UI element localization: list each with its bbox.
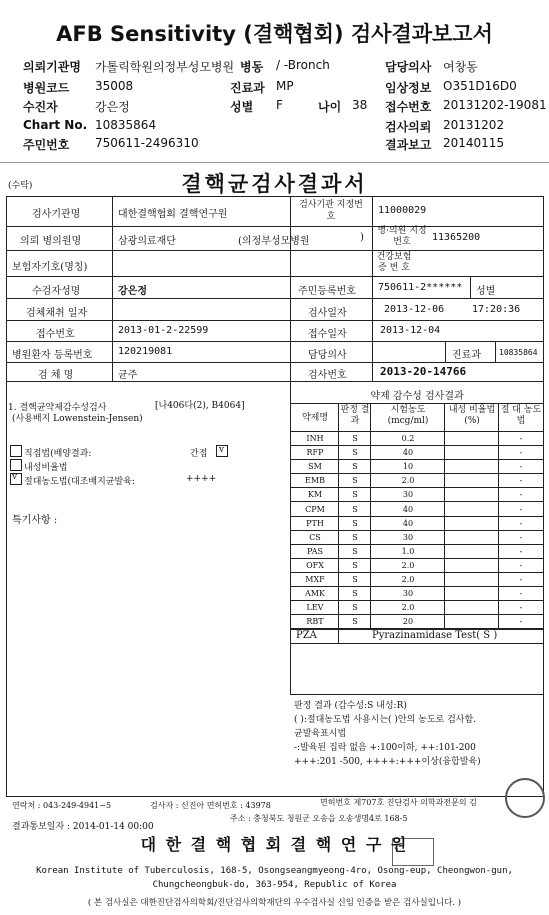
result-cell-res: S (352, 603, 358, 613)
age-label: 나이 (318, 100, 342, 114)
result-cell-drug: PTH (306, 518, 324, 528)
header-label: 주민번호 (23, 138, 70, 152)
result-cell-drug: MXF (305, 575, 325, 584)
header-value: 강은정 (95, 100, 130, 114)
result-cell-drug: RFP (306, 448, 324, 458)
result-cell-drug: SM (308, 462, 322, 472)
result-cell-abs: - (519, 575, 523, 584)
result-cell-res: S (352, 462, 358, 472)
rrn-label: 주민등록번호 (298, 286, 356, 297)
item1-code: [나406다(2), B4064] (155, 401, 245, 411)
result-cell-res: S (352, 589, 358, 599)
result-cell-conc: 20 (402, 617, 414, 627)
row-line (290, 643, 544, 644)
report-title: AFB Sensitivity (결핵협회) 검사결과보고서 (56, 22, 493, 46)
result-cell-drug: KM (307, 490, 323, 500)
header-value: F (276, 98, 283, 112)
result-cell-drug: OFX (306, 560, 324, 570)
col-line (372, 196, 373, 381)
row-line (6, 250, 544, 251)
absconc-checkmark: v (12, 472, 18, 482)
header-label: 병원코드 (23, 81, 70, 95)
result-cell-abs: - (519, 560, 523, 570)
result-cell-drug: PAS (307, 546, 323, 556)
test-date-value: 2013-12-06 (384, 304, 445, 315)
note-line: 균발육표시법 (294, 729, 347, 739)
header-label: 수진자 (23, 100, 58, 114)
req-paren: (의정부성모병원 (238, 236, 310, 247)
req-no-value: 11365200 (432, 232, 481, 243)
result-cell-abs: - (519, 589, 523, 599)
header-label: 진료과 (230, 81, 265, 95)
header-value: 여창동 (443, 60, 478, 74)
result-cell-res: S (352, 546, 358, 556)
result-cell-conc: 2.0 (401, 603, 415, 613)
result-row (290, 488, 544, 502)
result-row (290, 601, 544, 615)
test-time-value: 17:20:36 (472, 304, 521, 315)
header-label: 결과보고 (385, 138, 432, 152)
result-cell-drug: LEV (306, 603, 324, 613)
row-line (6, 226, 544, 227)
req-value: 삼광의료재단 (118, 236, 176, 247)
col-line (470, 276, 471, 298)
results-title: 약제 감수성 검사결과 (370, 391, 464, 402)
result-cell-drug: AMK (305, 589, 325, 599)
reg-value: 120219081 (118, 346, 173, 357)
growth-value: ++++ (186, 474, 217, 484)
results-header: 약제명 (301, 413, 329, 423)
req-label: 의뢰 병의원명 (20, 236, 82, 247)
result-cell-res: S (352, 575, 358, 584)
header-value: 20131202-19081 (443, 98, 547, 112)
accept-date-value: 2013-12-04 (380, 325, 441, 336)
patient-label: 수검자성명 (32, 286, 81, 297)
reg-label: 병원환자 등록번호 (12, 350, 93, 361)
test-no-label: 검사번호 (308, 370, 347, 381)
accept-date-label: 접수일자 (308, 329, 347, 340)
result-cell-conc: 40 (402, 518, 414, 528)
req-close: ) (360, 232, 364, 243)
indirect-checkmark: v (219, 445, 225, 455)
header-label: 의뢰기관명 (23, 60, 81, 74)
result-cell-res: S (352, 532, 358, 542)
result-cell-abs: - (519, 603, 523, 613)
col-line (495, 341, 496, 362)
result-cell-conc: 30 (402, 490, 414, 500)
accept-no-value: 2013-01-2-22599 (118, 325, 209, 336)
result-cell-conc: 40 (402, 504, 414, 514)
test-date-label: 검사일자 (308, 308, 347, 319)
result-cell-res: S (352, 518, 358, 528)
row-line (6, 320, 544, 321)
result-row (290, 559, 544, 573)
row-line (6, 362, 544, 363)
result-cell-conc: 2.0 (401, 476, 415, 486)
doctor-label: 담당의사 (308, 350, 347, 361)
ratio-checkbox[interactable] (10, 459, 22, 471)
collect-label: 검체채취 일자 (26, 308, 88, 319)
row-line (6, 298, 544, 299)
item1-sub: (사용배지 Lowenstein-Jensen) (12, 414, 143, 424)
result-cell-res: S (352, 617, 358, 627)
header-value: 20140115 (443, 136, 505, 150)
result-cell-drug: EMB (305, 476, 325, 486)
sex-label: 성별 (476, 286, 496, 297)
results-header: 판정 결과 (340, 405, 370, 426)
copy-note: (수탁) (8, 181, 33, 191)
col-line (445, 341, 446, 362)
row-line (290, 403, 544, 404)
patient-value: 강은정 (118, 286, 147, 297)
result-cell-res: S (352, 560, 358, 570)
pza-label: PZA (296, 630, 317, 641)
result-cell-abs: - (519, 434, 523, 443)
pza-value: Pyrazinamidase Test( S ) (372, 630, 498, 641)
header-label: Chart No. (23, 118, 88, 132)
box-line (6, 196, 7, 797)
result-cell-conc: 1.0 (401, 546, 415, 556)
result-cell-res: S (352, 490, 358, 500)
req-no-label: 병·의원 지정번호 (377, 226, 427, 247)
result-cell-conc: 2.0 (401, 575, 415, 584)
result-cell-abs: - (519, 504, 523, 514)
results-header: 내성 비율법(%) (448, 405, 496, 426)
header-value: 20131202 (443, 118, 505, 132)
divider (0, 162, 549, 163)
result-cell-res: S (352, 476, 358, 486)
result-row (290, 587, 544, 601)
result-cell-drug: CS (309, 532, 321, 542)
rrn-value: 750611-2****** (378, 282, 463, 293)
item1-text: 1. 결핵균약제감수성검사 (8, 403, 107, 413)
row-line (290, 694, 544, 695)
note-line: +++:201 -500, ++++:+++이상(융합발육) (294, 757, 481, 767)
remarks-label: 특기사항 : (12, 515, 58, 526)
row-line (6, 381, 544, 382)
header-value: 750611-2496310 (95, 136, 199, 150)
header-label: 접수번호 (385, 100, 432, 114)
result-cell-conc: 0.2 (401, 434, 415, 443)
result-row (290, 545, 544, 559)
form-heading: 결핵균검사결과서 (181, 171, 368, 196)
note-line: -:발육된 집락 없음 +:100이하, ++:101-200 (294, 743, 476, 753)
result-row (290, 503, 544, 517)
inst-value: 대한결핵협회 결핵연구원 (118, 209, 228, 220)
result-cell-abs: - (519, 490, 523, 500)
org-en2: Chungcheongbuk-do, 363-954, Republic of Korea (152, 880, 397, 890)
direct-checkbox[interactable] (10, 445, 22, 457)
org-en1: Korean Institute of Tuberculosis, 168-5, Osongseangmyeong-4ro, Osong-eup, Cheongwon-gun, (36, 866, 513, 876)
row-line (6, 276, 544, 277)
result-row (290, 615, 544, 629)
accept-no-label: 접수번호 (36, 329, 75, 340)
result-row (290, 531, 544, 545)
ins-no-label: 건강보험 증 번 호 (376, 252, 412, 273)
header-label: 임상정보 (385, 81, 432, 95)
result-row (290, 517, 544, 531)
direct-label: 직접법(배양결과: (24, 449, 92, 459)
address-text: 주소 : 충청북도 청원군 오송읍 오송생명4로 168-5 (230, 814, 408, 823)
inst-no-value: 11000029 (378, 205, 427, 216)
inst-no-label: 검사기관 지정번호 (299, 200, 363, 222)
result-cell-drug: RBT (306, 617, 324, 627)
header-label: 병동 (240, 60, 264, 74)
result-row (290, 460, 544, 474)
header-value: / -Bronch (276, 58, 330, 72)
results-header: 시험농도 (mcg/ml) (387, 405, 429, 426)
result-row (290, 573, 544, 587)
result-cell-conc: 40 (402, 448, 414, 458)
result-cell-abs: - (519, 518, 523, 528)
result-cell-drug: INH (306, 434, 324, 443)
ins-label: 보험자기호(명칭) (12, 262, 88, 273)
col-line (338, 629, 339, 643)
header-value: 35008 (95, 79, 134, 93)
absconc-label: 절대농도법(대조배지균발육: (24, 477, 135, 487)
header-value: 가톨릭학원의정부성모병원 (95, 60, 235, 74)
result-cell-conc: 30 (402, 589, 414, 599)
org-name: 대 한 결 핵 협 회 결 핵 연 구 원 (140, 835, 409, 854)
note-line: 판정 결과 (감수성:S 내성:R) (294, 701, 407, 711)
dept-value: 10835864 (499, 348, 538, 357)
box-line (6, 196, 544, 197)
result-row (290, 432, 544, 446)
header-label: 검사의뢰 (385, 120, 432, 134)
result-cell-conc: 2.0 (401, 560, 415, 570)
license-text: 면허번호 제707호 진단검사 의학과전문의 김 (320, 798, 477, 807)
result-cell-abs: - (519, 546, 523, 556)
specimen-label: 검 체 명 (38, 370, 74, 381)
result-cell-abs: - (519, 532, 523, 542)
ratio-label: 내성비율법 (24, 463, 68, 473)
inst-label: 검사기관명 (32, 209, 81, 220)
header-value: O351D16D0 (443, 79, 517, 93)
result-cell-conc: 10 (402, 462, 414, 472)
result-cell-abs: - (519, 617, 523, 627)
report-date-text: 결과통보일자 : 2014-01-14 00:00 (12, 822, 154, 832)
test-no-value: 2013-20-14766 (380, 365, 467, 378)
result-cell-abs: - (519, 448, 523, 458)
col-line (112, 196, 113, 381)
seal-stamp (505, 778, 545, 818)
row-line (6, 341, 544, 342)
age-value: 38 (352, 98, 368, 112)
result-cell-res: S (352, 434, 358, 443)
header-label: 성별 (230, 100, 254, 114)
result-cell-res: S (352, 448, 358, 458)
result-row (290, 474, 544, 488)
result-cell-drug: CPM (305, 504, 325, 514)
dept-label: 진료과 (452, 350, 481, 361)
tester-text: 검사자 : 신진아 면허번호 : 43978 (150, 801, 271, 810)
col-line (290, 196, 291, 381)
note-line: ( ):절대농도법 사용시는( )안의 농도로 검사함. (294, 715, 477, 725)
contact-text: 연락처 : 043-249-4941~5 (12, 801, 112, 810)
cert-text: ( 본 검사실은 대한진단검사의학회/진단검사의학재단의 우수검사실 신임 인증을 받은 검사실입니다. ) (87, 898, 462, 908)
result-cell-abs: - (519, 462, 523, 472)
result-cell-abs: - (519, 476, 523, 486)
results-header: 절 대 농도법 (500, 405, 542, 426)
header-label: 담당의사 (385, 60, 432, 74)
indirect-label: 간접 (190, 449, 208, 459)
header-value: MP (276, 79, 294, 93)
specimen-value: 균주 (118, 370, 138, 381)
result-row (290, 446, 544, 460)
result-cell-res: S (352, 504, 358, 514)
header-value: 10835864 (95, 118, 157, 132)
result-cell-conc: 30 (402, 532, 414, 542)
